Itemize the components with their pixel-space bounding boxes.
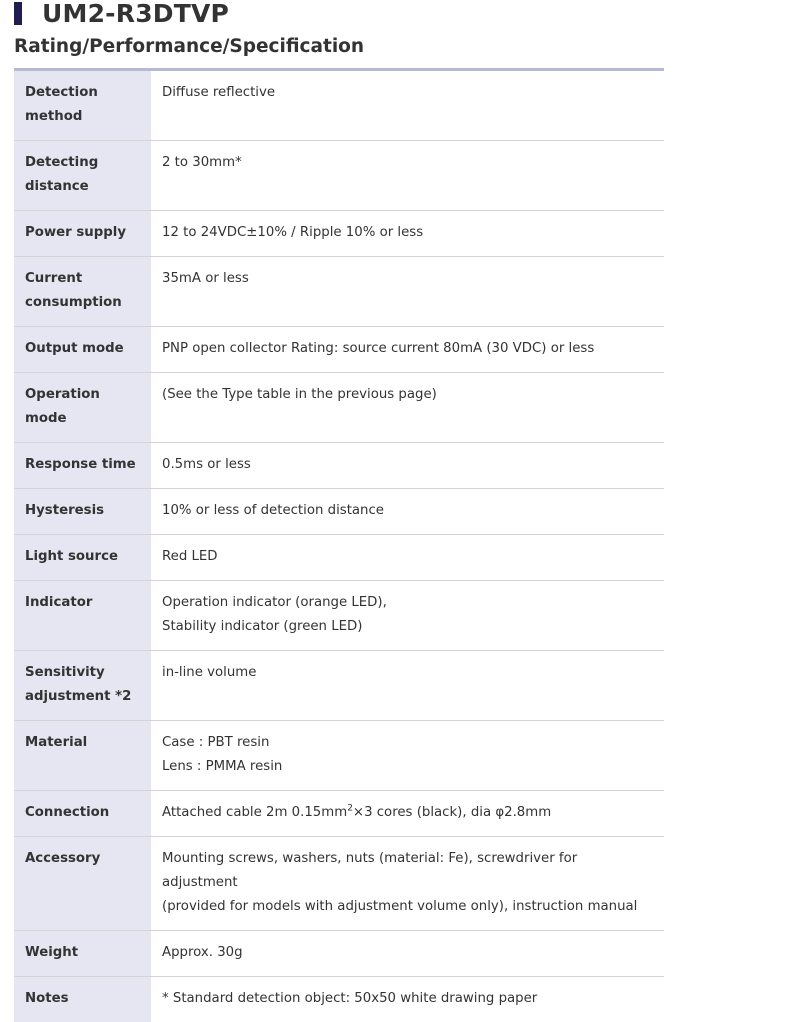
spec-label-line: Material [25, 731, 143, 755]
spec-label-line: Operation mode [25, 383, 143, 431]
spec-label [14, 70, 151, 141]
spec-value-line: Stability indicator (green LED) [162, 615, 656, 639]
spec-label [14, 257, 151, 327]
page-title: UM2-R3DTVP [42, 0, 229, 27]
spec-value [151, 211, 664, 257]
section-title: Rating/Performance/Specification [14, 35, 364, 59]
spec-value-line: in-line volume [162, 661, 656, 685]
spec-label-line: method [25, 105, 143, 129]
spec-label [14, 489, 151, 535]
specification-table [14, 68, 664, 1022]
connection-text-end: ×3 cores (black), dia φ2.8mm [353, 805, 551, 820]
spec-value-line: Operation indicator (orange LED), [162, 591, 656, 615]
specification-table-body [14, 70, 664, 1022]
spec-value [151, 977, 664, 1022]
spec-value-line: Red LED [162, 545, 656, 569]
spec-label-line: Light source [25, 545, 143, 569]
spec-label-line: Detecting [25, 151, 143, 175]
spec-label [14, 931, 151, 977]
spec-value-line: 2 to 30mm* [162, 151, 656, 175]
spec-label [14, 141, 151, 211]
spec-value [151, 70, 664, 141]
spec-label [14, 443, 151, 489]
spec-label-line: Current [25, 267, 143, 291]
spec-row [14, 977, 664, 1022]
title-accent-bar [14, 2, 22, 25]
spec-value-line: Case : PBT resin [162, 731, 656, 755]
spec-value [151, 327, 664, 373]
spec-value-line: (provided for models with adjustment volume only), instruction manual [162, 895, 656, 919]
spec-value-line: 10% or less of detection distance [162, 499, 656, 523]
spec-label-line: consumption [25, 291, 143, 315]
superscript-exponent: 2 [347, 804, 353, 814]
spec-row [14, 721, 664, 791]
spec-row [14, 70, 664, 141]
spec-label [14, 837, 151, 931]
spec-value-line: * Standard detection object: 50x50 white drawing paper [162, 987, 656, 1011]
spec-label [14, 651, 151, 721]
spec-value [151, 443, 664, 489]
spec-row [14, 651, 664, 721]
spec-label-line: Accessory [25, 847, 143, 871]
spec-value-line: 35mA or less [162, 267, 656, 291]
spec-row [14, 489, 664, 535]
spec-row [14, 535, 664, 581]
spec-value [151, 141, 664, 211]
spec-value [151, 791, 664, 837]
spec-label-line: Detection [25, 81, 143, 105]
spec-row [14, 581, 664, 651]
spec-label-line: Response time [25, 453, 143, 477]
spec-value-line: 0.5ms or less [162, 453, 656, 477]
spec-value [151, 257, 664, 327]
spec-value [151, 489, 664, 535]
spec-label-line: Hysteresis [25, 499, 143, 523]
spec-value-line: 12 to 24VDC±10% / Ripple 10% or less [162, 221, 656, 245]
page-title-block [14, 0, 229, 27]
spec-label-line: Output mode [25, 337, 143, 361]
spec-value-line: Approx. 30g [162, 941, 656, 965]
spec-value [151, 721, 664, 791]
spec-row [14, 327, 664, 373]
spec-label-line: distance [25, 175, 143, 199]
spec-label [14, 211, 151, 257]
spec-value-line [162, 801, 656, 825]
spec-value-line: Mounting screws, washers, nuts (material: Fe), screwdriver for adjustment [162, 847, 656, 895]
spec-value-line: PNP open collector Rating: source current 80mA (30 VDC) or less [162, 337, 656, 361]
spec-value [151, 535, 664, 581]
spec-value-line: Lens : PMMA resin [162, 755, 656, 779]
spec-label [14, 791, 151, 837]
spec-label [14, 327, 151, 373]
spec-row [14, 791, 664, 837]
connection-text-start: Attached cable 2m 0.15mm [162, 805, 347, 820]
spec-row [14, 443, 664, 489]
spec-row [14, 141, 664, 211]
spec-value [151, 931, 664, 977]
spec-label [14, 373, 151, 443]
spec-label-line: Connection [25, 801, 143, 825]
spec-label [14, 581, 151, 651]
spec-label-line: Indicator [25, 591, 143, 615]
spec-value [151, 581, 664, 651]
spec-value-line: (See the Type table in the previous page) [162, 383, 656, 407]
spec-label [14, 721, 151, 791]
spec-row [14, 373, 664, 443]
spec-value [151, 651, 664, 721]
spec-label-line: adjustment *2 [25, 685, 143, 709]
spec-label [14, 977, 151, 1022]
spec-label [14, 535, 151, 581]
spec-row [14, 211, 664, 257]
spec-value-line: Diffuse reflective [162, 81, 656, 105]
spec-label-line: Power supply [25, 221, 143, 245]
spec-label-line: Notes [25, 987, 143, 1011]
spec-value [151, 373, 664, 443]
spec-value [151, 837, 664, 931]
spec-row [14, 837, 664, 931]
spec-row [14, 931, 664, 977]
spec-row [14, 257, 664, 327]
spec-label-line: Sensitivity [25, 661, 143, 685]
spec-label-line: Weight [25, 941, 143, 965]
